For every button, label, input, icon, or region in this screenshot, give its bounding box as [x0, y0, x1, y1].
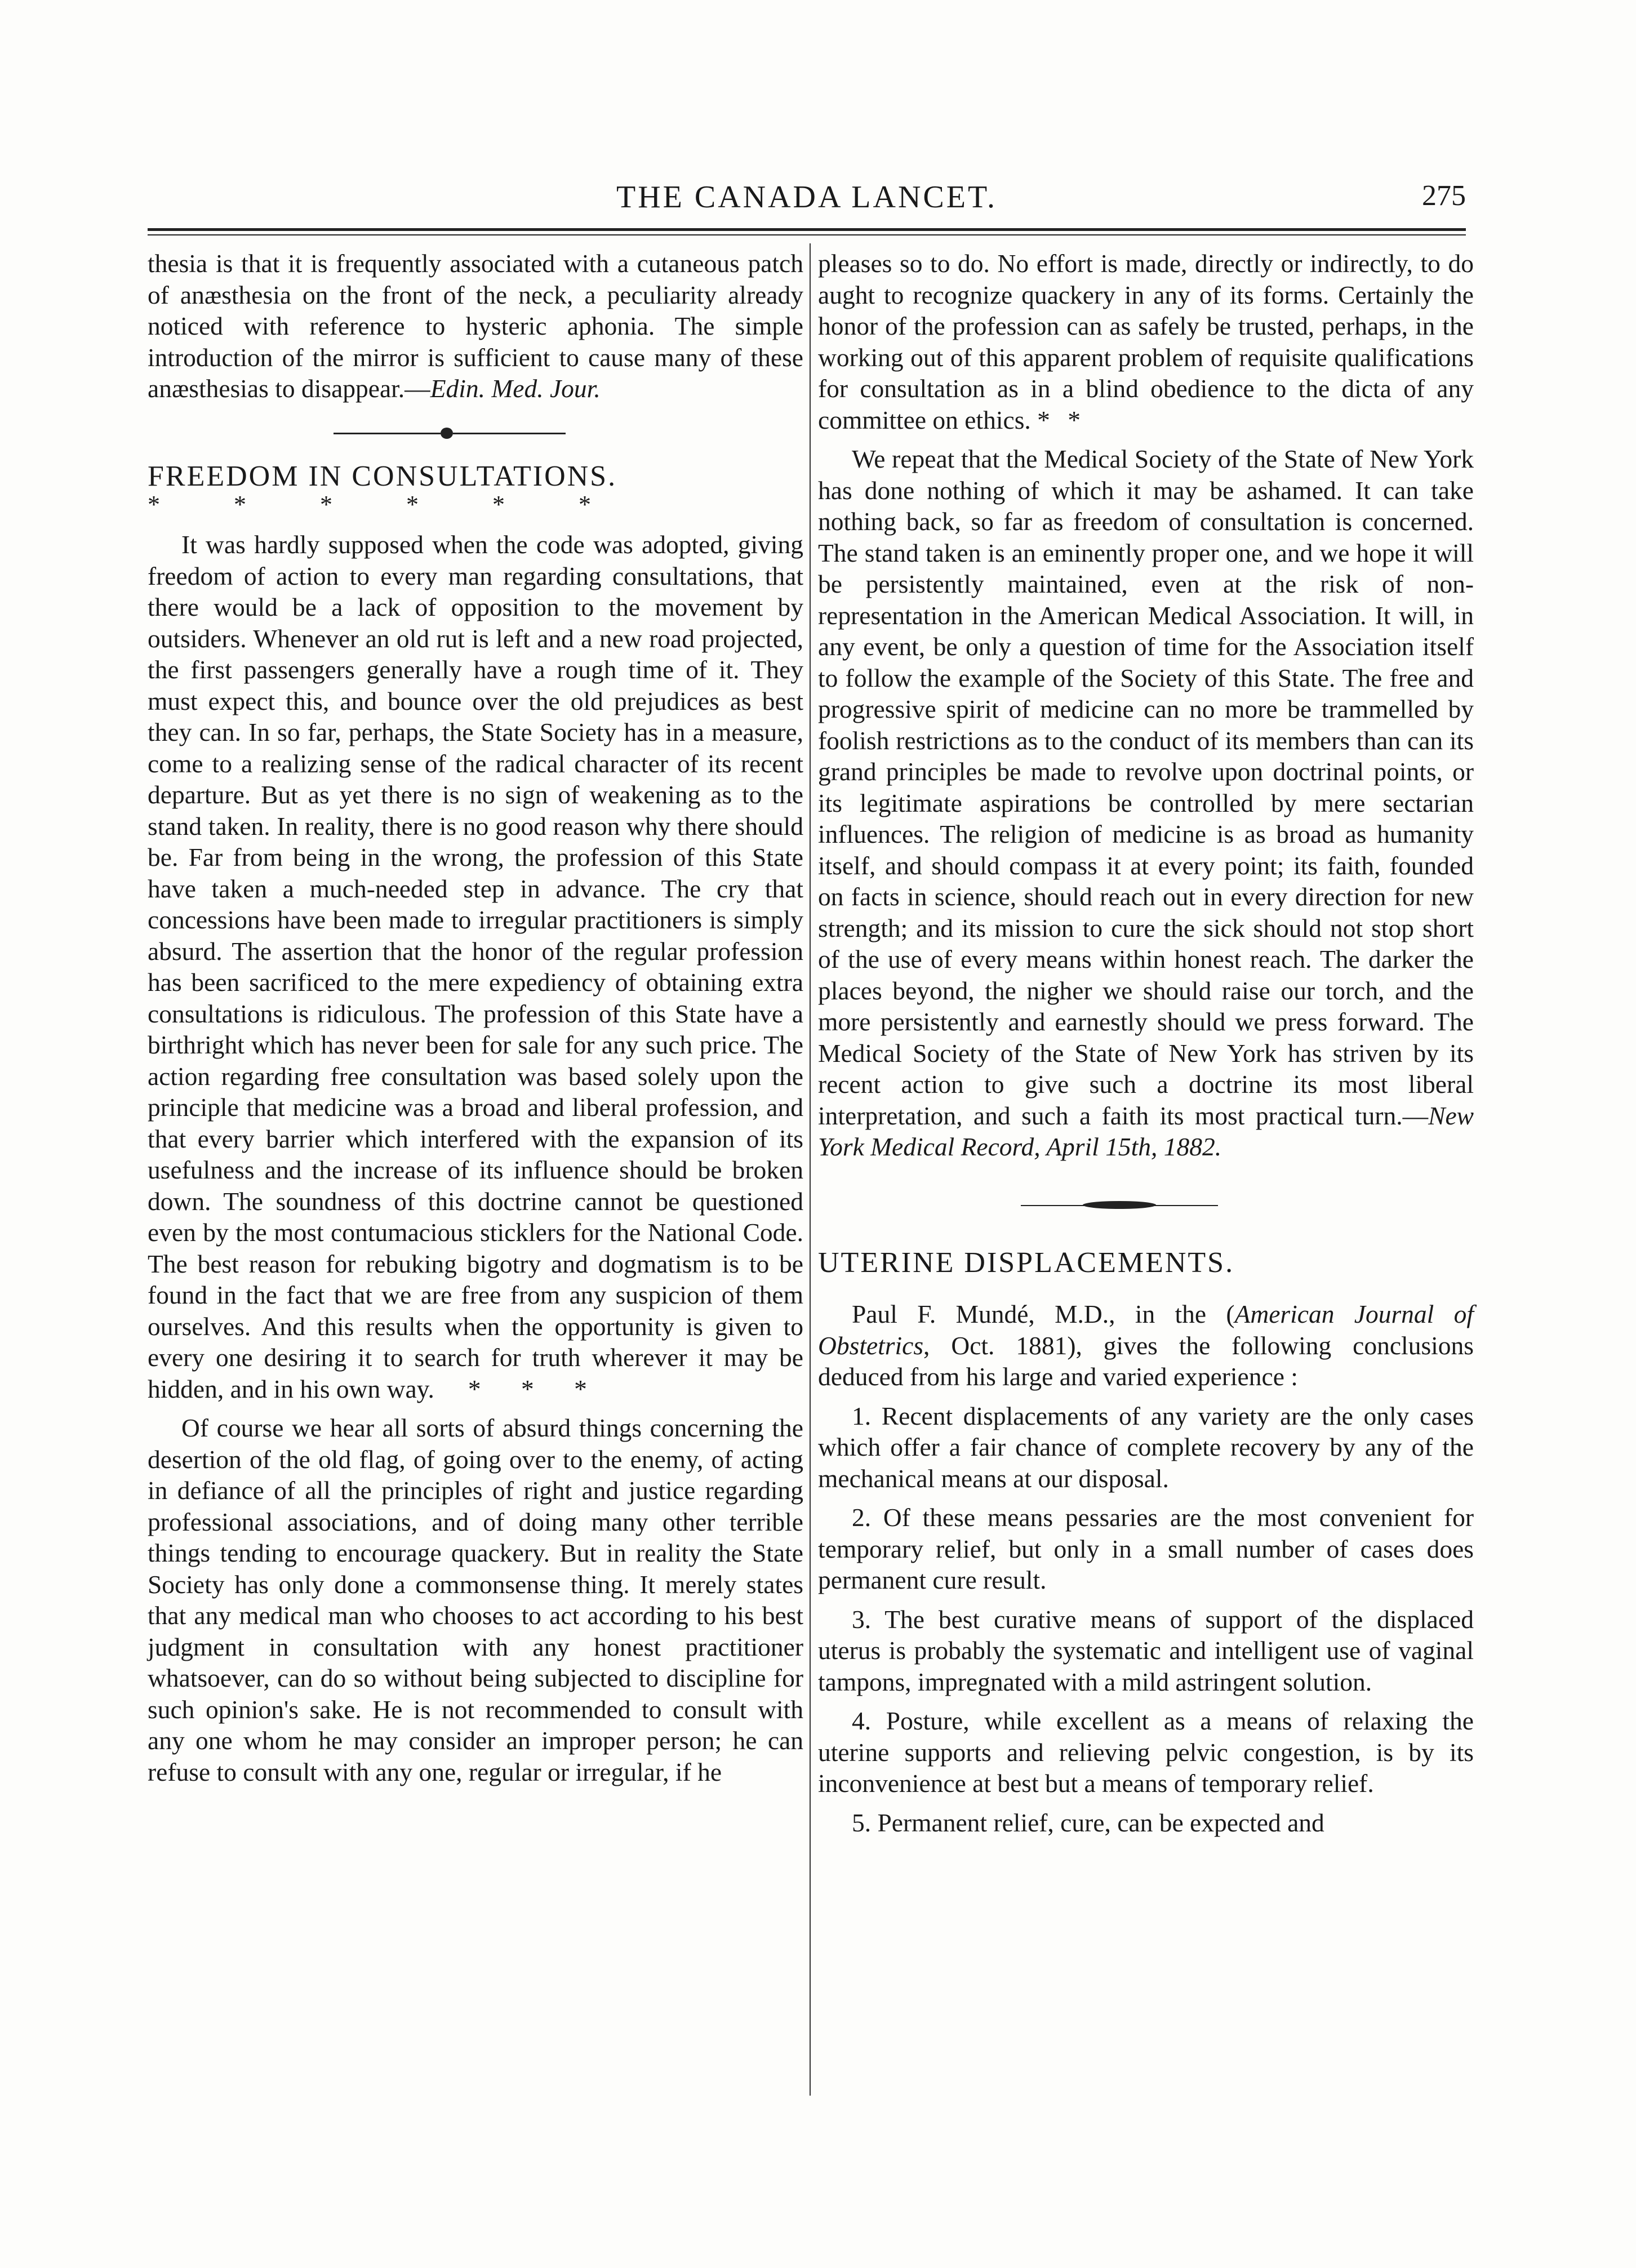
body-paragraph-1: It was hardly supposed when the code was adopted, giving freedom of action to every man regarding consultations, that there would be a lack of opposition to the movement by outsiders. Whenever an old rut is left and a new road projected, the first passengers generally have a rough time of it. They must expect this, and bounce over the old prejudices as best they can. In so far, perhaps, the State Society has in a measure, come to a realizing sense of the radical character of its recent departure. But as yet there is no sign of weakening as to the stand taken. In reality, there is no good reason why there should be. Far from being in the wrong, the profession of this State have taken a much-needed step in advance. The cry that concessions have been made to irregular practitioners is simply absurd. The assertion that the honor of the regular profession has been sacrificed to the mere expediency of obtaining extra consultations is ridiculous. The profession of this State have a birthright which has never been for sale for any such price. The action regarding free consultation was based solely upon the principle that medicine was a broad and liberal profession, and that every barrier which interfered with the expansion of its usefulness and the increase of its influence should be broken down. The soundness of this doctrine cannot be questioned even by the most contumacious sticklers for the National Code. The best reason for rebuking bigotry and dogmatism is to be found in the fact that we are free from any suspicion of them ourselves. And this results when the opportunity is given to every one desiring it to search for truth wherever it may be hidden, and in his own way. * * *: [148, 530, 803, 1403]
header-rule-thick: [148, 228, 1466, 231]
section-title-uterine: UTERINE DISPLACEMENTS.: [818, 1246, 1235, 1279]
page-number: 275: [1422, 180, 1466, 212]
journal-name: American Journal of Obstetrics: [818, 1300, 1474, 1360]
section-stars: * * * * * *: [148, 491, 591, 518]
section-ornament: [148, 404, 803, 461]
page-header: [148, 179, 1466, 224]
left-column: [148, 248, 803, 1787]
column-divider: [810, 243, 811, 2096]
list-item: 3. The best curative means of support of the displaced uterus is probably the systematic and intelligent use of vaginal tampons, impregnated with a mild astringent solution.: [818, 1604, 1474, 1696]
paragraph-stars-right: * *: [1037, 405, 1081, 434]
list-item: 1. Recent displacements of any variety are the only cases which offer a fair chance of complete recovery by any of the mechanical means at our disposal.: [818, 1401, 1474, 1493]
list-item: 5. Permanent relief, cure, can be expected and: [852, 1808, 1324, 1837]
body-paragraph-2: Of course we hear all sorts of absurd things concerning the desertion of the old flag, of going over to the enemy, of acting in defiance of all the principles of right and justice regarding professional associations, and of doing many other terrible things tending to encourage quackery. But in reality the State Society has only done a commonsense thing. It merely states that any medical man who chooses to act according to his best judgment in consultation with any honest practitioner whatsoever, can do so without being subjected to discipline for such opinion's sake. He is not recommended to consult with any one whom he may consider an improper person; he can refuse to consult with any one, regular or irregular, if he: [148, 1413, 803, 1786]
running-title: THE CANADA LANCET.: [616, 180, 998, 215]
continued-paragraph-right: pleases so to do. No effort is made, directly or indirectly, to do aught to recognize quackery in any of its forms. Certainly the honor of the profession can as safely be trusted, perhaps, in the working out of this apparent problem of requisite qualifications for consultation as in a blind obedience to the dicta of any committee on ethics. * *: [818, 249, 1474, 434]
continued-paragraph: thesia is that it is frequently associated with a cutaneous patch of anæsthesia on the front of the neck, a peculiarity already noticed with reference to hysteric aphonia. The simple introduction of the mirror is sufficient to cause many of these anæsthesias to disappear.—Edin. Med. Jour.: [148, 249, 803, 403]
section-title-freedom: FREEDOM IN CONSULTATIONS.: [148, 460, 617, 492]
paragraph-stars: * * *: [468, 1374, 587, 1403]
source-citation: Edin. Med. Jour.: [430, 374, 601, 403]
right-column: [818, 248, 1474, 1838]
header-rule-thin: [148, 234, 1466, 235]
list-item: 2. Of these means pessaries are the most convenient for temporary relief, but only in a small number of cases does permanent cure result.: [818, 1503, 1474, 1594]
intro-paragraph: Paul F. Mundé, M.D., in the (American Journal of Obstetrics, Oct. 1881), gives the following conclusions deduced from his large and varied experience :: [818, 1300, 1474, 1391]
source-citation-right: New York Medical Record, April 15th, 1882.: [818, 1101, 1474, 1161]
body-paragraph-repeat: We repeat that the Medical Society of the State of New York has done nothing of which it may be ashamed. It can take nothing back, so far as freedom of consultation is concerned. The stand taken is an eminently proper one, and we hope it will be persistently maintained, even at the risk of non-representation in the American Medical Association. It will, in any event, be only a question of time for the Association itself to follow the example of the Society of this State. The free and progressive spirit of medicine can no more be trammelled by foolish restrictions as to the conduct of its members than can its grand principles be made to revolve upon doctrinal points, or its legitimate aspirations be controlled by mere sectarian influences. The religion of medicine is as broad as humanity itself, and should compass it at every point; its faith, founded on facts in science, should reach out in every direction for new strength; and its mission to cure the sick should not stop short of the use of every means within honest reach. The darker the places beyond, the nigher we should raise our torch, and the more persistently and earnestly should we press forward. The Medical Society of the State of New York has striven by its recent action to give such a doctrine its most liberal interpretation, and such a faith its most practical turn.—New York Medical Record, April 15th, 1882.: [818, 444, 1474, 1161]
section-ornament-right: [818, 1163, 1474, 1247]
list-item: 4. Posture, while excellent as a means of relaxing the uterine supports and relieving pelvic congestion, is by its inconvenience at best but a means of temporary relief.: [818, 1706, 1474, 1798]
